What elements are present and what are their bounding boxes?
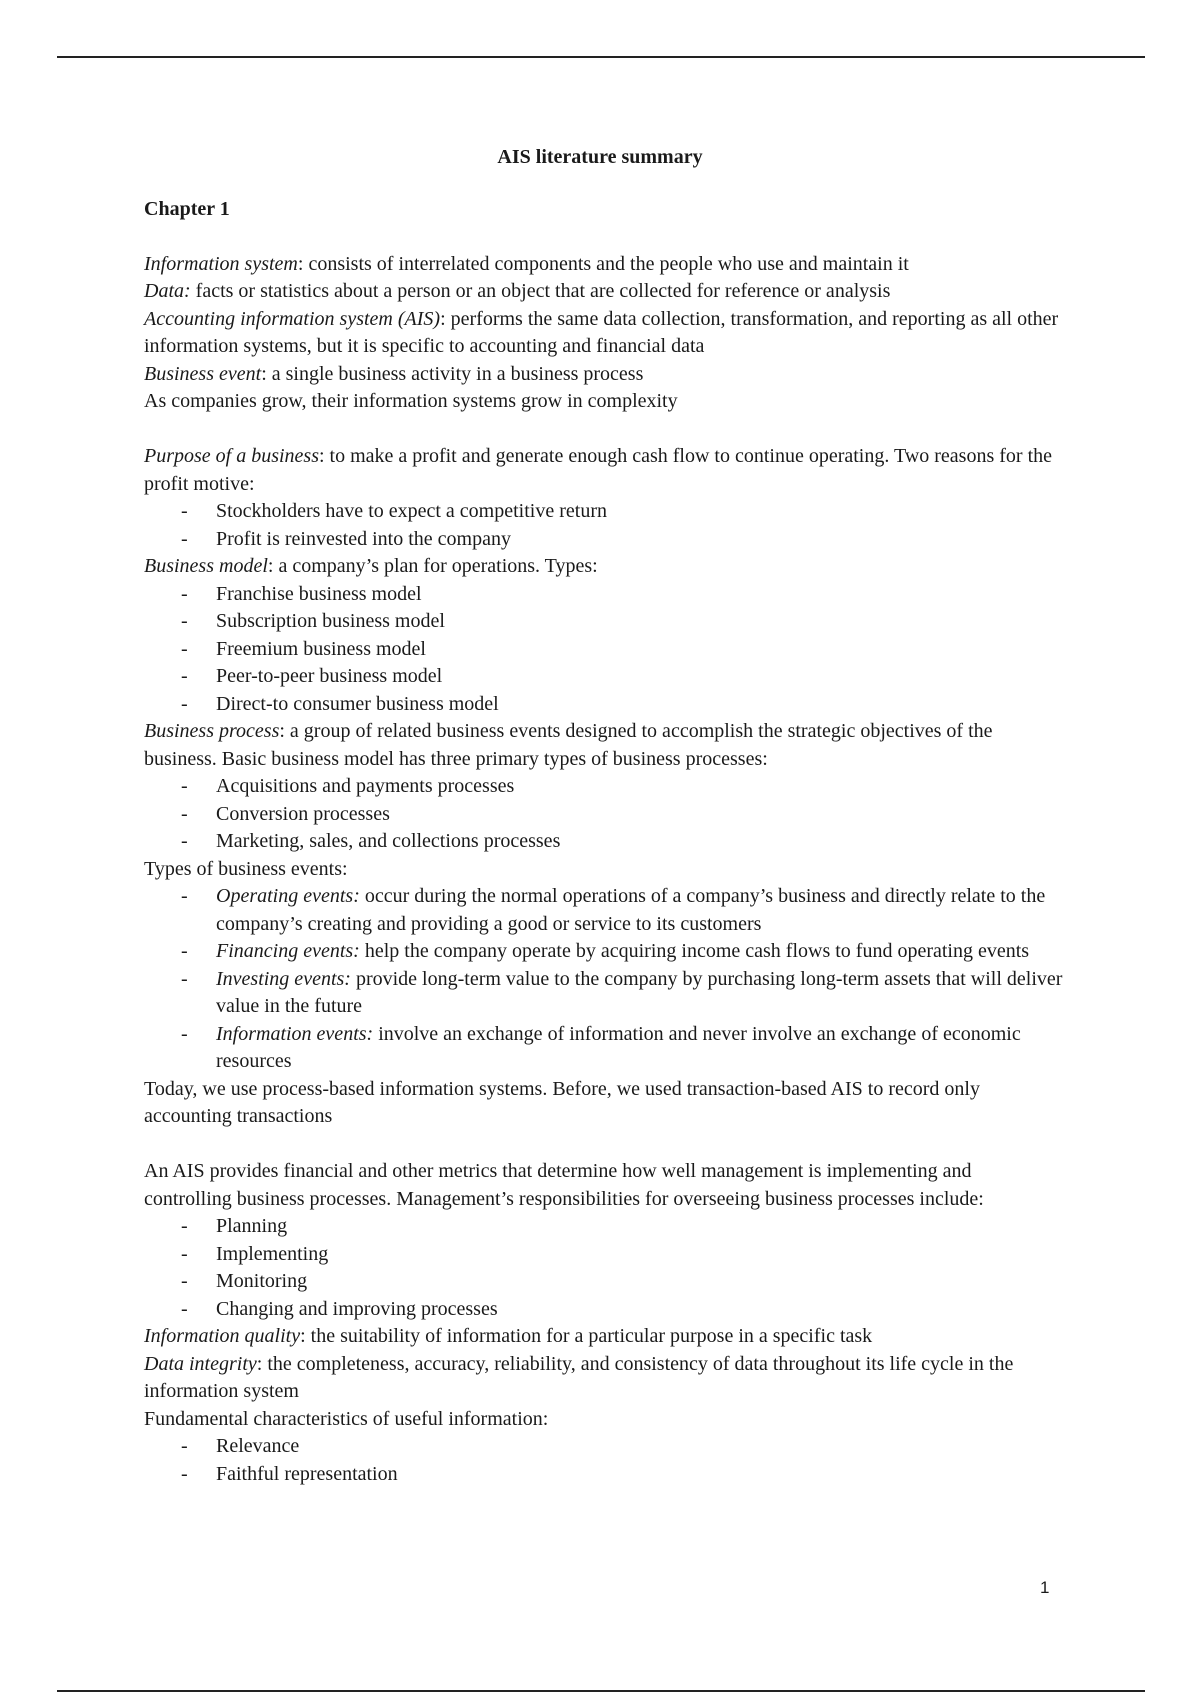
- management-list: [144, 1213, 1064, 1323]
- definition-term: Information quality: [144, 1325, 301, 1347]
- list-item: - Financing events: help the company operate by acquiring income cash flows to fund operating events: [144, 938, 1064, 966]
- management-paragraph: An AIS provides financial and other metrics that determine how well management is implementing and controlling business processes. Management’s responsibilities for overseeing business processes include:: [144, 1160, 984, 1210]
- definition-ais: Accounting information system (AIS): performs the same data collection, transformation, and reporting as all other information systems, but it is specific to accounting and financial data: [144, 307, 1059, 357]
- business-model-paragraph: Business model: a company’s plan for operations. Types:: [144, 555, 598, 577]
- list-item: - Stockholders have to expect a competitive return: [144, 498, 1064, 526]
- characteristics-list: [144, 1433, 1064, 1488]
- definition-term: Purpose of a business: [144, 445, 319, 467]
- definition-term: Data:: [144, 280, 191, 302]
- purpose-paragraph: Purpose of a business: to make a profit and generate enough cash flow to continue operating. Two reasons for the profit motive:: [144, 445, 1052, 495]
- definition-text: a single business activity in a business process: [266, 362, 644, 385]
- header-rule: [57, 56, 1145, 58]
- list-item: - Changing and improving processes: [144, 1296, 1064, 1324]
- footer-rule: [57, 1690, 1145, 1692]
- list-item: - Subscription business model: [144, 608, 1064, 636]
- definition-term: Business model: [144, 555, 268, 577]
- list-item: - Direct-to consumer business model: [144, 691, 1064, 719]
- definition-text: consists of interrelated components and the people who use and maintain it: [303, 252, 909, 275]
- list-item: - Faithful representation: [144, 1461, 1064, 1489]
- list-item: - Peer-to-peer business model: [144, 663, 1064, 691]
- definition-term: Business event: [144, 362, 262, 385]
- definition-term: Data integrity: [144, 1352, 257, 1375]
- definition-term: Accounting information system (AIS): [144, 307, 441, 330]
- list-item: - Planning: [144, 1213, 1064, 1241]
- list-item: - Franchise business model: [144, 581, 1064, 609]
- event-types-list: [144, 883, 1064, 1076]
- list-item: - Information events: involve an exchange of information and never involve an exchange of economic resources: [144, 1021, 1064, 1076]
- page-number: 1: [1040, 1578, 1050, 1597]
- page-content: [144, 196, 1064, 1488]
- list-item: - Profit is reinvested into the company: [144, 526, 1064, 554]
- list-item: - Acquisitions and payments processes: [144, 773, 1064, 801]
- definition-information-system: Information system: consists of interrelated components and the people who use and maintain it: [144, 252, 909, 275]
- chapter-heading: Chapter 1: [144, 198, 230, 220]
- list-item: - Operating events: occur during the normal operations of a company’s business and directly relate to the company’s creating and providing a good or service to its customers: [144, 883, 1064, 938]
- characteristics-heading: Fundamental characteristics of useful information:: [144, 1407, 549, 1430]
- definition-term: Business process: [144, 720, 280, 742]
- definition-information-quality: Information quality: the suitability of information for a particular purpose in a specific task: [144, 1325, 873, 1347]
- definition-text: facts or statistics about a person or an object that are collected for reference or analysis: [190, 280, 891, 302]
- profit-motive-list: [144, 498, 1064, 553]
- list-item: - Freemium business model: [144, 636, 1064, 664]
- business-process-list: [144, 773, 1064, 856]
- growth-note: As companies grow, their information systems grow in complexity: [144, 390, 678, 412]
- document-title: AIS literature summary: [497, 146, 703, 168]
- process-note: Today, we use process-based information systems. Before, we used transaction-based AIS to record only accounting transactions: [144, 1077, 980, 1127]
- definition-business-event: Business event: a single business activity in a business process: [144, 362, 644, 385]
- definition-term: Information system: [144, 252, 298, 275]
- list-item: - Implementing: [144, 1241, 1064, 1269]
- list-item: - Conversion processes: [144, 801, 1064, 829]
- business-model-list: [144, 581, 1064, 719]
- list-item: - Monitoring: [144, 1268, 1064, 1296]
- list-item: - Relevance: [144, 1433, 1064, 1461]
- definition-data: [144, 278, 1064, 306]
- list-item: - Investing events: provide long-term value to the company by purchasing long-term assets that will deliver value in the future: [144, 966, 1064, 1021]
- list-item: - Marketing, sales, and collections processes: [144, 828, 1064, 856]
- definition-text: performs the same data collection, transformation, and reporting as all other information systems, but it is specific to accounting and financial data: [144, 307, 1059, 357]
- definition-data-integrity: Data integrity: the completeness, accuracy, reliability, and consistency of data throughout its life cycle in the information system: [144, 1352, 1014, 1402]
- event-types-heading: Types of business events:: [144, 857, 348, 880]
- business-process-paragraph: Business process: a group of related business events designed to accomplish the strategic objectives of the business. Basic business model has three primary types of business processes:: [144, 720, 993, 770]
